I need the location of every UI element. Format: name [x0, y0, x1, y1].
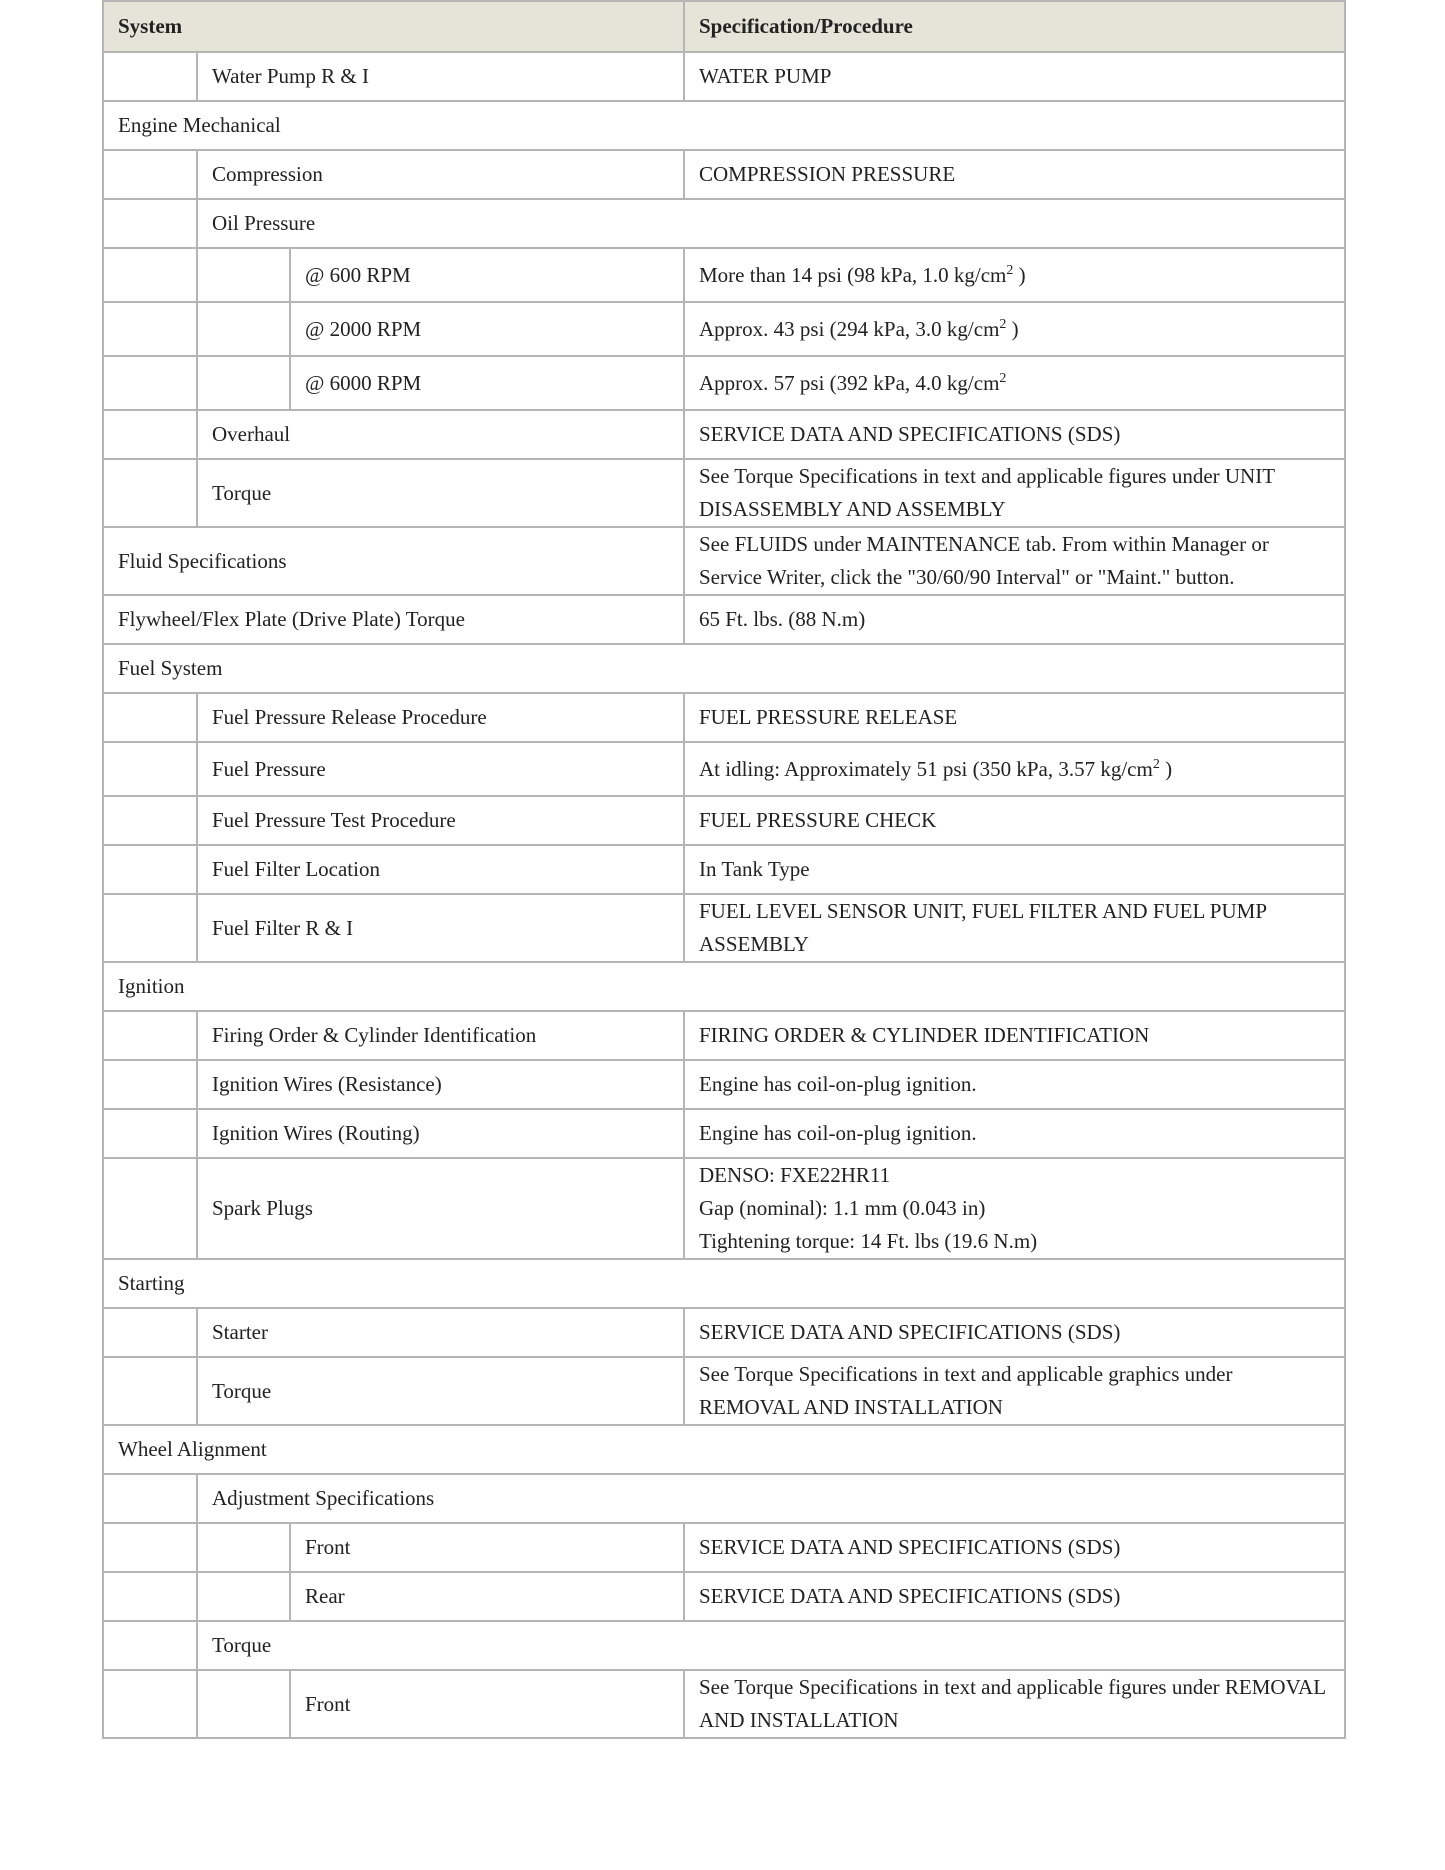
table-row — [103, 742, 1345, 796]
table-row — [103, 1060, 1345, 1109]
row-label: Starter — [197, 1308, 684, 1357]
table-row — [103, 1357, 1345, 1425]
table-row — [103, 693, 1345, 742]
subsection-label: Torque — [197, 1621, 1345, 1670]
row-label: Fluid Specifications — [103, 527, 684, 595]
table-row — [103, 410, 1345, 459]
section-row — [103, 962, 1345, 1011]
row-label: @ 2000 RPM — [290, 302, 684, 356]
section-row — [103, 1259, 1345, 1308]
row-spec: In Tank Type — [684, 845, 1345, 894]
table-row — [103, 1308, 1345, 1357]
row-label: Rear — [290, 1572, 684, 1621]
row-label: Water Pump R & I — [197, 52, 684, 101]
row-spec: WATER PUMP — [684, 52, 1345, 101]
row-label: Front — [290, 1670, 684, 1738]
row-label: @ 600 RPM — [290, 248, 684, 302]
table-row — [103, 1523, 1345, 1572]
row-label: Torque — [197, 1357, 684, 1425]
table-row — [103, 356, 1345, 410]
row-spec: SERVICE DATA AND SPECIFICATIONS (SDS) — [684, 1523, 1345, 1572]
row-label: Firing Order & Cylinder Identification — [197, 1011, 684, 1060]
row-label: Fuel Filter Location — [197, 845, 684, 894]
row-label: Ignition Wires (Resistance) — [197, 1060, 684, 1109]
spark-plug-type: DENSO: FXE22HR11 — [699, 1163, 891, 1187]
table-row — [103, 527, 1345, 595]
header-system: System — [103, 1, 684, 52]
row-label: Front — [290, 1523, 684, 1572]
row-spec: SERVICE DATA AND SPECIFICATIONS (SDS) — [684, 410, 1345, 459]
spark-plug-gap: Gap (nominal): 1.1 mm (0.043 in) — [699, 1196, 986, 1220]
row-spec: See Torque Specifications in text and applicable figures under REMOVAL AND INSTALLATION — [684, 1670, 1345, 1738]
row-label: Compression — [197, 150, 684, 199]
section-label: Ignition — [103, 962, 1345, 1011]
table-row — [103, 845, 1345, 894]
table-row — [103, 595, 1345, 644]
row-label: @ 6000 RPM — [290, 356, 684, 410]
row-spec — [684, 1158, 1345, 1259]
table-row — [103, 894, 1345, 962]
table-header-row — [103, 1, 1345, 52]
row-spec: SERVICE DATA AND SPECIFICATIONS (SDS) — [684, 1572, 1345, 1621]
row-spec: Engine has coil-on-plug ignition. — [684, 1109, 1345, 1158]
row-spec: At idling: Approximately 51 psi (350 kPa, 3.57 $kg/cm^2$ ) — [684, 742, 1345, 796]
row-spec: See Torque Specifications in text and applicable graphics under REMOVAL AND INSTALLATION — [684, 1357, 1345, 1425]
row-spec: FIRING ORDER & CYLINDER IDENTIFICATION — [684, 1011, 1345, 1060]
table-row — [103, 1109, 1345, 1158]
subsection-row — [103, 1474, 1345, 1523]
subsection-row — [103, 199, 1345, 248]
table-row — [103, 52, 1345, 101]
subsection-label: Adjustment Specifications — [197, 1474, 1345, 1523]
section-row — [103, 644, 1345, 693]
row-spec: Approx. 43 psi (294 kPa, 3.0 $kg/cm^2$ ) — [684, 302, 1345, 356]
row-label: Overhaul — [197, 410, 684, 459]
row-spec: Approx. 57 psi (392 kPa, 4.0 $kg/cm^2$ — [684, 356, 1345, 410]
row-spec: COMPRESSION PRESSURE — [684, 150, 1345, 199]
table-row — [103, 1670, 1345, 1738]
row-label: Torque — [197, 459, 684, 527]
row-spec: 65 Ft. lbs. (88 N.m) — [684, 595, 1345, 644]
specifications-table — [102, 0, 1346, 1739]
row-label: Fuel Pressure — [197, 742, 684, 796]
section-label: Engine Mechanical — [103, 101, 1345, 150]
header-specification: Specification/Procedure — [684, 1, 1345, 52]
spark-plug-torque: Tightening torque: 14 Ft. lbs (19.6 N.m) — [699, 1229, 1038, 1253]
row-label: Fuel Pressure Test Procedure — [197, 796, 684, 845]
table-row — [103, 1158, 1345, 1259]
subsection-row — [103, 1621, 1345, 1670]
row-spec: FUEL PRESSURE CHECK — [684, 796, 1345, 845]
table-row — [103, 796, 1345, 845]
row-spec: Engine has coil-on-plug ignition. — [684, 1060, 1345, 1109]
section-label: Fuel System — [103, 644, 1345, 693]
subsection-label: Oil Pressure — [197, 199, 1345, 248]
row-spec: FUEL PRESSURE RELEASE — [684, 693, 1345, 742]
table-row — [103, 150, 1345, 199]
row-spec: SERVICE DATA AND SPECIFICATIONS (SDS) — [684, 1308, 1345, 1357]
table-row — [103, 248, 1345, 302]
table-row — [103, 1572, 1345, 1621]
table-row — [103, 1011, 1345, 1060]
section-label: Wheel Alignment — [103, 1425, 1345, 1474]
row-label: Fuel Filter R & I — [197, 894, 684, 962]
section-row — [103, 101, 1345, 150]
row-spec: More than 14 psi (98 kPa, 1.0 $kg/cm^2$ ) — [684, 248, 1345, 302]
row-spec: See FLUIDS under MAINTENANCE tab. From within Manager or Service Writer, click the "30/60/90 Interval" or "Maint." button. — [684, 527, 1345, 595]
row-label: Ignition Wires (Routing) — [197, 1109, 684, 1158]
section-label: Starting — [103, 1259, 1345, 1308]
row-label: Flywheel/Flex Plate (Drive Plate) Torque — [103, 595, 684, 644]
row-spec: FUEL LEVEL SENSOR UNIT, FUEL FILTER AND FUEL PUMP ASSEMBLY — [684, 894, 1345, 962]
row-label: Fuel Pressure Release Procedure — [197, 693, 684, 742]
table-row — [103, 459, 1345, 527]
table-row — [103, 302, 1345, 356]
row-spec: See Torque Specifications in text and applicable figures under UNIT DISASSEMBLY AND ASSEMBLY — [684, 459, 1345, 527]
row-label: Spark Plugs — [197, 1158, 684, 1259]
section-row — [103, 1425, 1345, 1474]
